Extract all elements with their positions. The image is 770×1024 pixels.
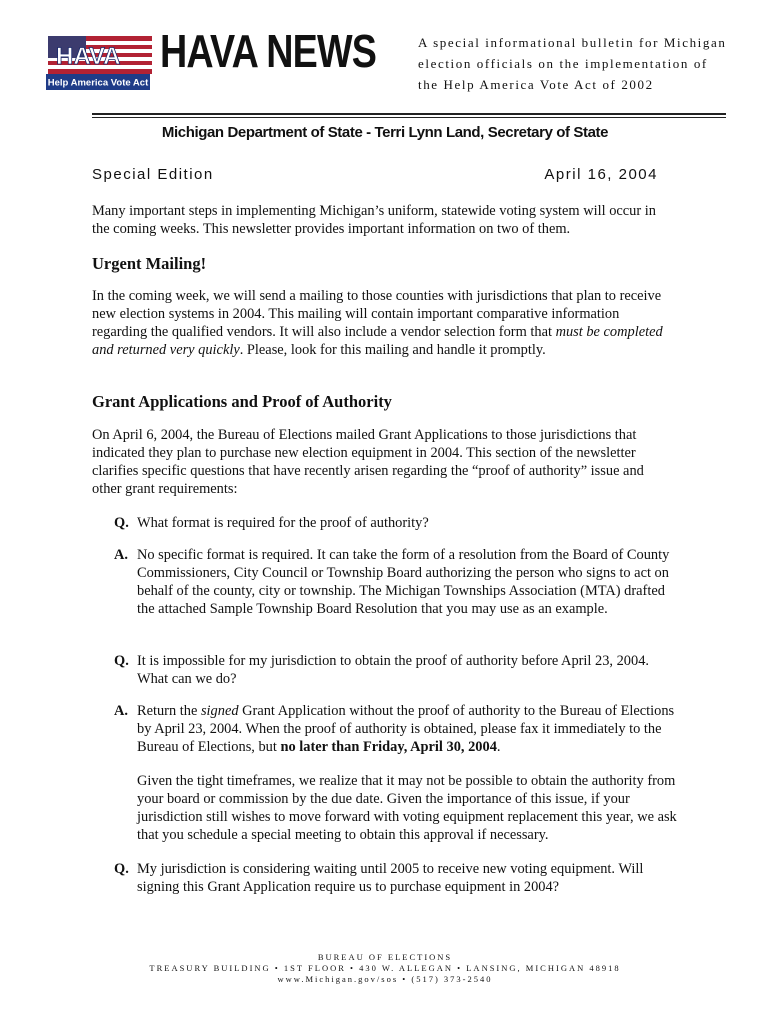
header-rule bbox=[92, 113, 726, 115]
urgent-heading: Urgent Mailing! bbox=[92, 254, 207, 273]
masthead-title: HAVA NEWS bbox=[160, 25, 377, 77]
urgent-paragraph bbox=[92, 287, 676, 359]
hava-logo bbox=[42, 34, 154, 92]
intro-paragraph: Many important steps in implementing Michigan’s uniform, statewide voting system will occur in the coming weeks. This newsletter provides important information on two of them. bbox=[92, 203, 656, 237]
question-text: My jurisdiction is considering waiting until 2005 to receive new voting equipment. Will signing this Grant Application require us to purchase equipment in 2004? bbox=[137, 861, 644, 895]
edition-date: April 16, 2004 bbox=[544, 166, 658, 183]
question-2 bbox=[114, 652, 678, 688]
answer-2-followup bbox=[114, 772, 678, 844]
question-1 bbox=[114, 514, 678, 532]
bulletin-description bbox=[418, 32, 748, 95]
urgent-text: In the coming week, we will send a mailing to those counties with jurisdictions that plan to receive new election systems in 2004. This mailing will contain important comparative information regarding the qualified vendors. It will also include a vendor selection form that bbox=[92, 288, 662, 340]
a-label: A. bbox=[114, 703, 128, 719]
grant-heading: Grant Applications and Proof of Authority bbox=[92, 392, 392, 411]
q-label: Q. bbox=[114, 653, 129, 669]
q-label: Q. bbox=[114, 861, 129, 877]
answer-2 bbox=[114, 702, 678, 756]
question-3 bbox=[114, 860, 678, 896]
urgent-text-end: . Please, look for this mailing and handle it promptly. bbox=[239, 342, 546, 358]
bulletin-line: A special informational bulletin for Michigan bbox=[418, 35, 727, 50]
header-rule-thin bbox=[92, 117, 726, 118]
question-text: What format is required for the proof of authority? bbox=[137, 515, 429, 531]
followup-text: Given the tight timeframes, we realize that it may not be possible to obtain the authority from your board or commission by the due date. Given the importance of this issue, if your jurisdiction still wishes to move forward with voting equipment replacement this year, we ask that you schedule a special meeting to obtain this approval if necessary. bbox=[137, 773, 677, 843]
bulletin-line: the Help America Vote Act of 2002 bbox=[418, 77, 654, 92]
answer-text-part: Grant Application without the proof of authority to the Bureau of Elections by April 23, 2004. When the proof of authority is obtained, please fax it immediately to the Bureau of Elections, but bbox=[137, 703, 675, 755]
answer-text: No specific format is required. It can take the form of a resolution from the Board of County Commissioners, City Council or Township Board authorizing the person who signs to act on behalf of the county, city or township. The Michigan Townships Association (MTA) drafted the attached Sample Township Board Resolution that you may use as an example. bbox=[137, 547, 670, 617]
q-label: Q. bbox=[114, 515, 129, 531]
department-line: Michigan Department of State - Terri Lynn Land, Secretary of State bbox=[161, 124, 609, 141]
question-text: It is impossible for my jurisdiction to obtain the proof of authority before April 23, 2004. What can we do? bbox=[137, 653, 649, 687]
grant-paragraph: On April 6, 2004, the Bureau of Elections mailed Grant Applications to those jurisdictions that indicated they plan to purchase new election equipment in 2004. This section of the newsletter clarifies specific questions that have recently arisen regarding the “proof of authority” issue and other grant requirements: bbox=[92, 427, 644, 497]
footer-address: TREASURY BUILDING • 1ST FLOOR • 430 W. ALLEGAN • LANSING, MICHIGAN 48918 bbox=[149, 963, 621, 973]
deadline-bold: no later than Friday, April 30, 2004 bbox=[280, 739, 497, 755]
answer-text-part: . bbox=[496, 739, 501, 755]
answer-text-part: Return the bbox=[137, 703, 201, 719]
bulletin-line: election officials on the implementation of bbox=[418, 56, 708, 71]
footer bbox=[0, 952, 770, 985]
answer-emphasis: signed bbox=[200, 703, 239, 719]
urgent-emphasis: must be completed and returned very quickly bbox=[92, 324, 663, 358]
answer-1 bbox=[114, 546, 678, 618]
logo-wordmark: HAVA bbox=[56, 43, 121, 70]
edition-label: Special Edition bbox=[92, 166, 214, 183]
answer-text bbox=[137, 702, 678, 756]
a-label: A. bbox=[114, 547, 128, 563]
footer-contact: www.Michigan.gov/sos • (517) 373-2540 bbox=[277, 974, 493, 984]
logo-tagline: Help America Vote Act bbox=[47, 77, 149, 89]
edition-row bbox=[92, 166, 658, 183]
footer-office: BUREAU OF ELECTIONS bbox=[317, 952, 453, 962]
